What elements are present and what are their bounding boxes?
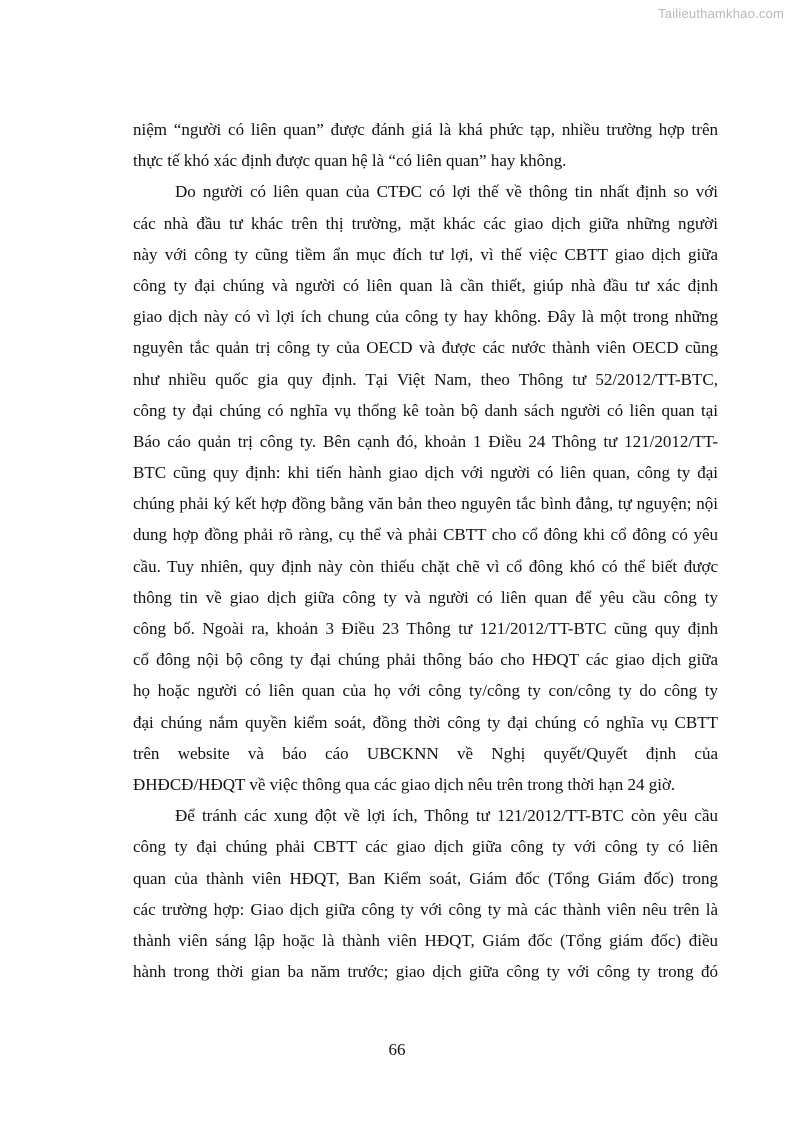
- paragraph-2: [133, 176, 718, 800]
- text-line: chúng phải ký kết hợp đồng bằng văn bản theo nguyên tắc bình đẳng, tự nguyện; nội: [133, 494, 718, 514]
- text-line: nguyên tắc quản trị công ty của OECD và được các nước thành viên OECD cũng: [133, 338, 718, 358]
- watermark: Tailieuthamkhao.com: [658, 6, 784, 21]
- text-line: Báo cáo quản trị công ty. Bên cạnh đó, khoản 1 Điều 24 Thông tư 121/2012/TT-: [133, 431, 718, 451]
- text-line: này với công ty cũng tiềm ẩn mục đích tư lợi, vì thế việc CBTT giao dịch giữa: [133, 244, 718, 264]
- paragraph-1: [133, 114, 718, 176]
- text-line: thực tế khó xác định được quan hệ là “có liên quan” hay không.: [133, 151, 567, 171]
- text-line: thông tin về giao dịch giữa công ty và người có liên quan để yêu cầu công ty: [133, 587, 718, 607]
- text-line: công ty đại chúng có nghĩa vụ thống kê toàn bộ danh sách người có liên quan tại: [133, 400, 718, 420]
- text-line: như nhiều quốc gia quy định. Tại Việt Nam, theo Thông tư 52/2012/TT-BTC,: [133, 369, 718, 389]
- text-line: công bố. Ngoài ra, khoản 3 Điều 23 Thông tư 121/2012/TT-BTC cũng quy định: [133, 619, 718, 638]
- text-line: BTC cũng quy định: khi tiến hành giao dịch với người có liên quan, công ty đại: [133, 463, 718, 483]
- text-line: dung hợp đồng phải rõ ràng, cụ thể và phải CBTT cho cổ đông khi cổ đông có yêu: [133, 525, 718, 545]
- text-line: Do người có liên quan của CTĐC có lợi thế về thông tin nhất định so với: [175, 182, 718, 202]
- text-line: cầu. Tuy nhiên, quy định này còn thiếu chặt chẽ vì cổ đông khó có thể biết được: [133, 556, 718, 576]
- text-line: các nhà đầu tư khác trên thị trường, mặt khác các giao dịch giữa những người: [133, 213, 718, 233]
- text-line: thành viên sáng lập hoặc là thành viên HĐQT, Giám đốc (Tổng giám đốc) điều: [133, 930, 718, 950]
- paragraph-3: [133, 800, 718, 987]
- text-line: trên website và báo cáo UBCKNN về Nghị quyết/Quyết định của: [133, 743, 718, 763]
- text-line: công ty đại chúng và người có liên quan là cần thiết, giúp nhà đầu tư xác định: [133, 275, 718, 295]
- body-text: [133, 114, 718, 987]
- text-line: đại chúng nắm quyền kiểm soát, đồng thời công ty đại chúng có nghĩa vụ CBTT: [133, 712, 718, 732]
- text-line: công ty đại chúng phải CBTT các giao dịch giữa công ty với công ty có liên: [133, 837, 718, 857]
- text-line: giao dịch này có vì lợi ích chung của công ty hay không. Đây là một trong những: [133, 307, 718, 327]
- text-line: hành trong thời gian ba năm trước; giao dịch giữa công ty với công ty trong đó: [133, 962, 718, 982]
- text-line: ĐHĐCĐ/HĐQT về việc thông qua các giao dịch nêu trên trong thời hạn 24 giờ.: [133, 774, 676, 794]
- text-line: họ hoặc người có liên quan của họ với công ty/công ty con/công ty do công ty: [133, 681, 718, 701]
- text-line: niệm “người có liên quan” được đánh giá là khá phức tạp, nhiều trường hợp trên: [133, 120, 718, 139]
- page-number: 66: [388, 1040, 406, 1059]
- text-line: cổ đông nội bộ công ty đại chúng phải thông báo cho HĐQT các giao dịch giữa: [133, 650, 718, 670]
- text-line: quan của thành viên HĐQT, Ban Kiểm soát, Giám đốc (Tổng Giám đốc) trong: [133, 868, 718, 888]
- text-line: các trường hợp: Giao dịch giữa công ty với công ty mà các thành viên nêu trên là: [133, 899, 718, 919]
- text-line: Để tránh các xung đột về lợi ích, Thông tư 121/2012/TT-BTC còn yêu cầu: [175, 806, 718, 826]
